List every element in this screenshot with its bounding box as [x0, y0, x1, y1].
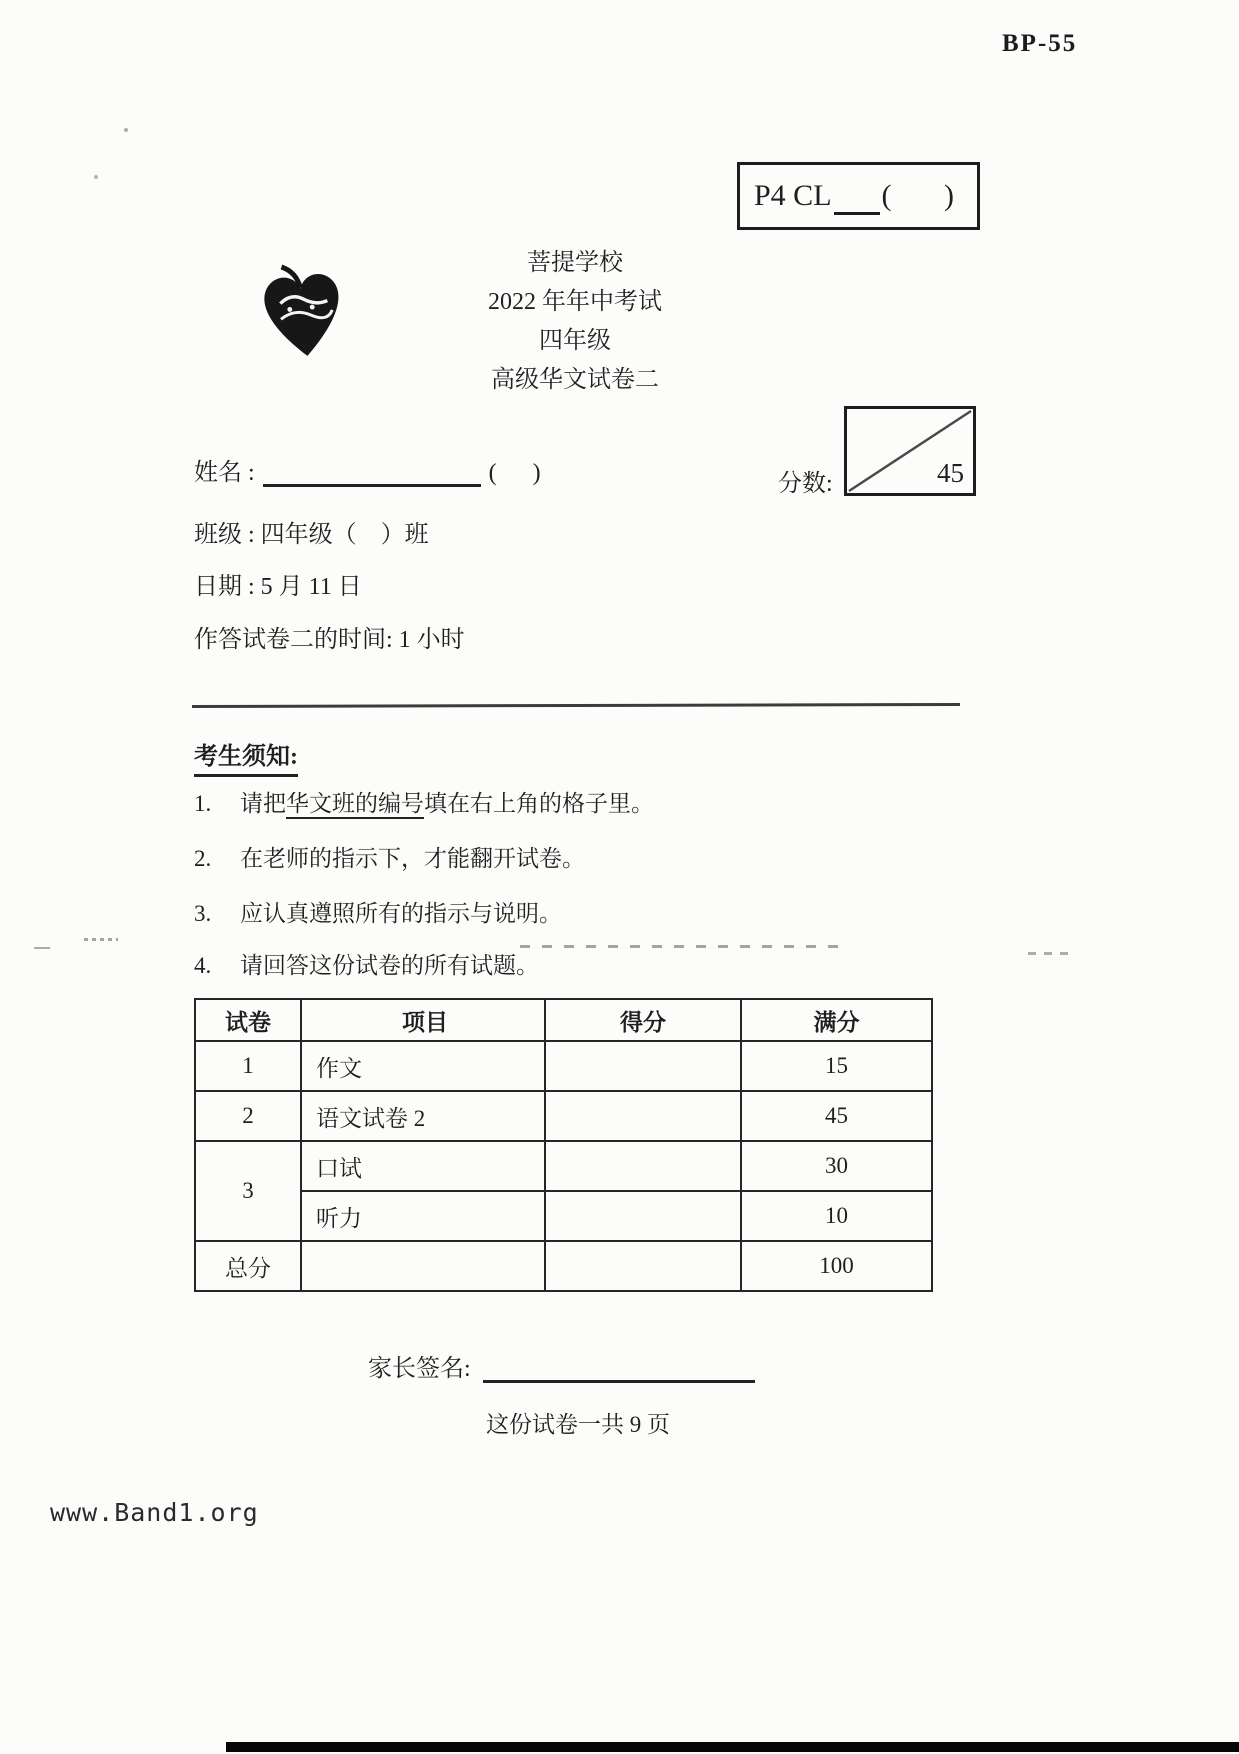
- cell-score: [545, 1241, 741, 1291]
- instruction-item-3: [194, 899, 854, 929]
- section-divider-line: [192, 703, 960, 708]
- cell-full-marks: 15: [741, 1041, 932, 1091]
- instruction-text: 应认真遵照所有的指示与说明。: [240, 901, 562, 926]
- table-row: [195, 1041, 932, 1091]
- col-header-paper: 试卷: [195, 999, 301, 1041]
- cell-item: 听力: [301, 1191, 545, 1241]
- school-name: 菩提学校: [527, 250, 623, 276]
- name-label: 姓名 :: [194, 460, 255, 486]
- name-field-row: [194, 452, 541, 487]
- name-paren: ( ): [488, 460, 541, 486]
- col-header-score: 得分: [545, 999, 741, 1041]
- instruction-text-post: 填在右上角的格子里。: [424, 791, 654, 816]
- cell-paper: 1: [195, 1041, 301, 1091]
- scan-artifact: [124, 128, 128, 132]
- bodhi-leaf-icon: [249, 257, 357, 369]
- instruction-number: 2.: [194, 846, 212, 871]
- cell-item: 作文: [301, 1041, 545, 1091]
- page-corner-code: BP-55: [1002, 30, 1078, 57]
- parent-signature-label: 家长签名:: [368, 1356, 471, 1382]
- table-total-row: [195, 1241, 932, 1291]
- instruction-text: [240, 789, 654, 819]
- score-label: 分数:: [778, 471, 833, 497]
- instruction-item-2: [194, 844, 854, 874]
- scan-artifact: [84, 938, 118, 941]
- class-code-blank-line: [834, 178, 880, 215]
- score-breakdown-table: [194, 998, 933, 1292]
- paper-title: 高级华文试卷二: [491, 367, 659, 394]
- cell-item: [301, 1241, 545, 1291]
- instruction-item-4: [194, 951, 854, 981]
- cell-full-marks: 30: [741, 1141, 932, 1191]
- cell-score: [545, 1191, 741, 1241]
- instruction-number: 3.: [194, 901, 212, 926]
- scan-edge-bar: [226, 1742, 1239, 1752]
- marks-table: [194, 998, 933, 1292]
- class-field-row: 班级 : 四年级（ ）班: [194, 522, 429, 548]
- score-value: 45: [937, 458, 964, 488]
- scan-artifact: [34, 947, 50, 949]
- notice-title: 考生须知:: [194, 736, 298, 777]
- instruction-text: 请回答这份试卷的所有试题。: [240, 953, 539, 978]
- instruction-item-1: [194, 789, 854, 819]
- time-field-row: 作答试卷二的时间: 1 小时: [194, 627, 465, 653]
- score-box: [844, 406, 976, 496]
- scan-artifact: [520, 945, 850, 948]
- class-code-prefix: P4 CL: [754, 179, 832, 212]
- school-logo: [249, 257, 357, 369]
- instruction-number: 4.: [194, 953, 212, 978]
- instruction-text-pre: 请把: [240, 791, 286, 816]
- col-header-full-marks: 满分: [741, 999, 932, 1041]
- table-row: [195, 1191, 932, 1241]
- cell-full-marks: 100: [741, 1241, 932, 1291]
- parent-signature-row: [368, 1348, 755, 1383]
- name-blank-line: [263, 458, 481, 487]
- col-header-item: 项目: [301, 999, 545, 1041]
- instruction-number: 1.: [194, 791, 212, 816]
- class-code-paren: ( ): [881, 179, 955, 212]
- table-header-row: [195, 999, 932, 1041]
- instruction-text-underlined: 华文班的编号: [286, 791, 424, 819]
- cell-item: 语文试卷 2: [301, 1091, 545, 1141]
- exam-title: 2022 年年中考试: [488, 289, 662, 316]
- cell-total-label: 总分: [195, 1241, 301, 1291]
- exam-header: [418, 246, 732, 402]
- grade-level: 四年级: [539, 328, 611, 355]
- date-field-row: 日期 : 5 月 11 日: [194, 574, 362, 600]
- cell-item: 口试: [301, 1141, 545, 1191]
- cell-paper: 2: [195, 1091, 301, 1141]
- cell-full-marks: 10: [741, 1191, 932, 1241]
- parent-signature-blank-line: [483, 1354, 755, 1383]
- cell-score: [545, 1091, 741, 1141]
- instruction-text: 在老师的指示下，才能翻开试卷。: [240, 846, 585, 871]
- class-code-box: [737, 162, 980, 230]
- cell-score: [545, 1041, 741, 1091]
- page-count-note: 这份试卷一共 9 页: [486, 1412, 670, 1437]
- cell-score: [545, 1141, 741, 1191]
- scan-artifact: [94, 175, 98, 179]
- cell-paper: 3: [195, 1141, 301, 1241]
- cell-full-marks: 45: [741, 1091, 932, 1141]
- scan-artifact: [1028, 952, 1074, 955]
- table-row: [195, 1141, 932, 1191]
- watermark-url: www.Band1.org: [50, 1498, 259, 1527]
- table-row: [195, 1091, 932, 1141]
